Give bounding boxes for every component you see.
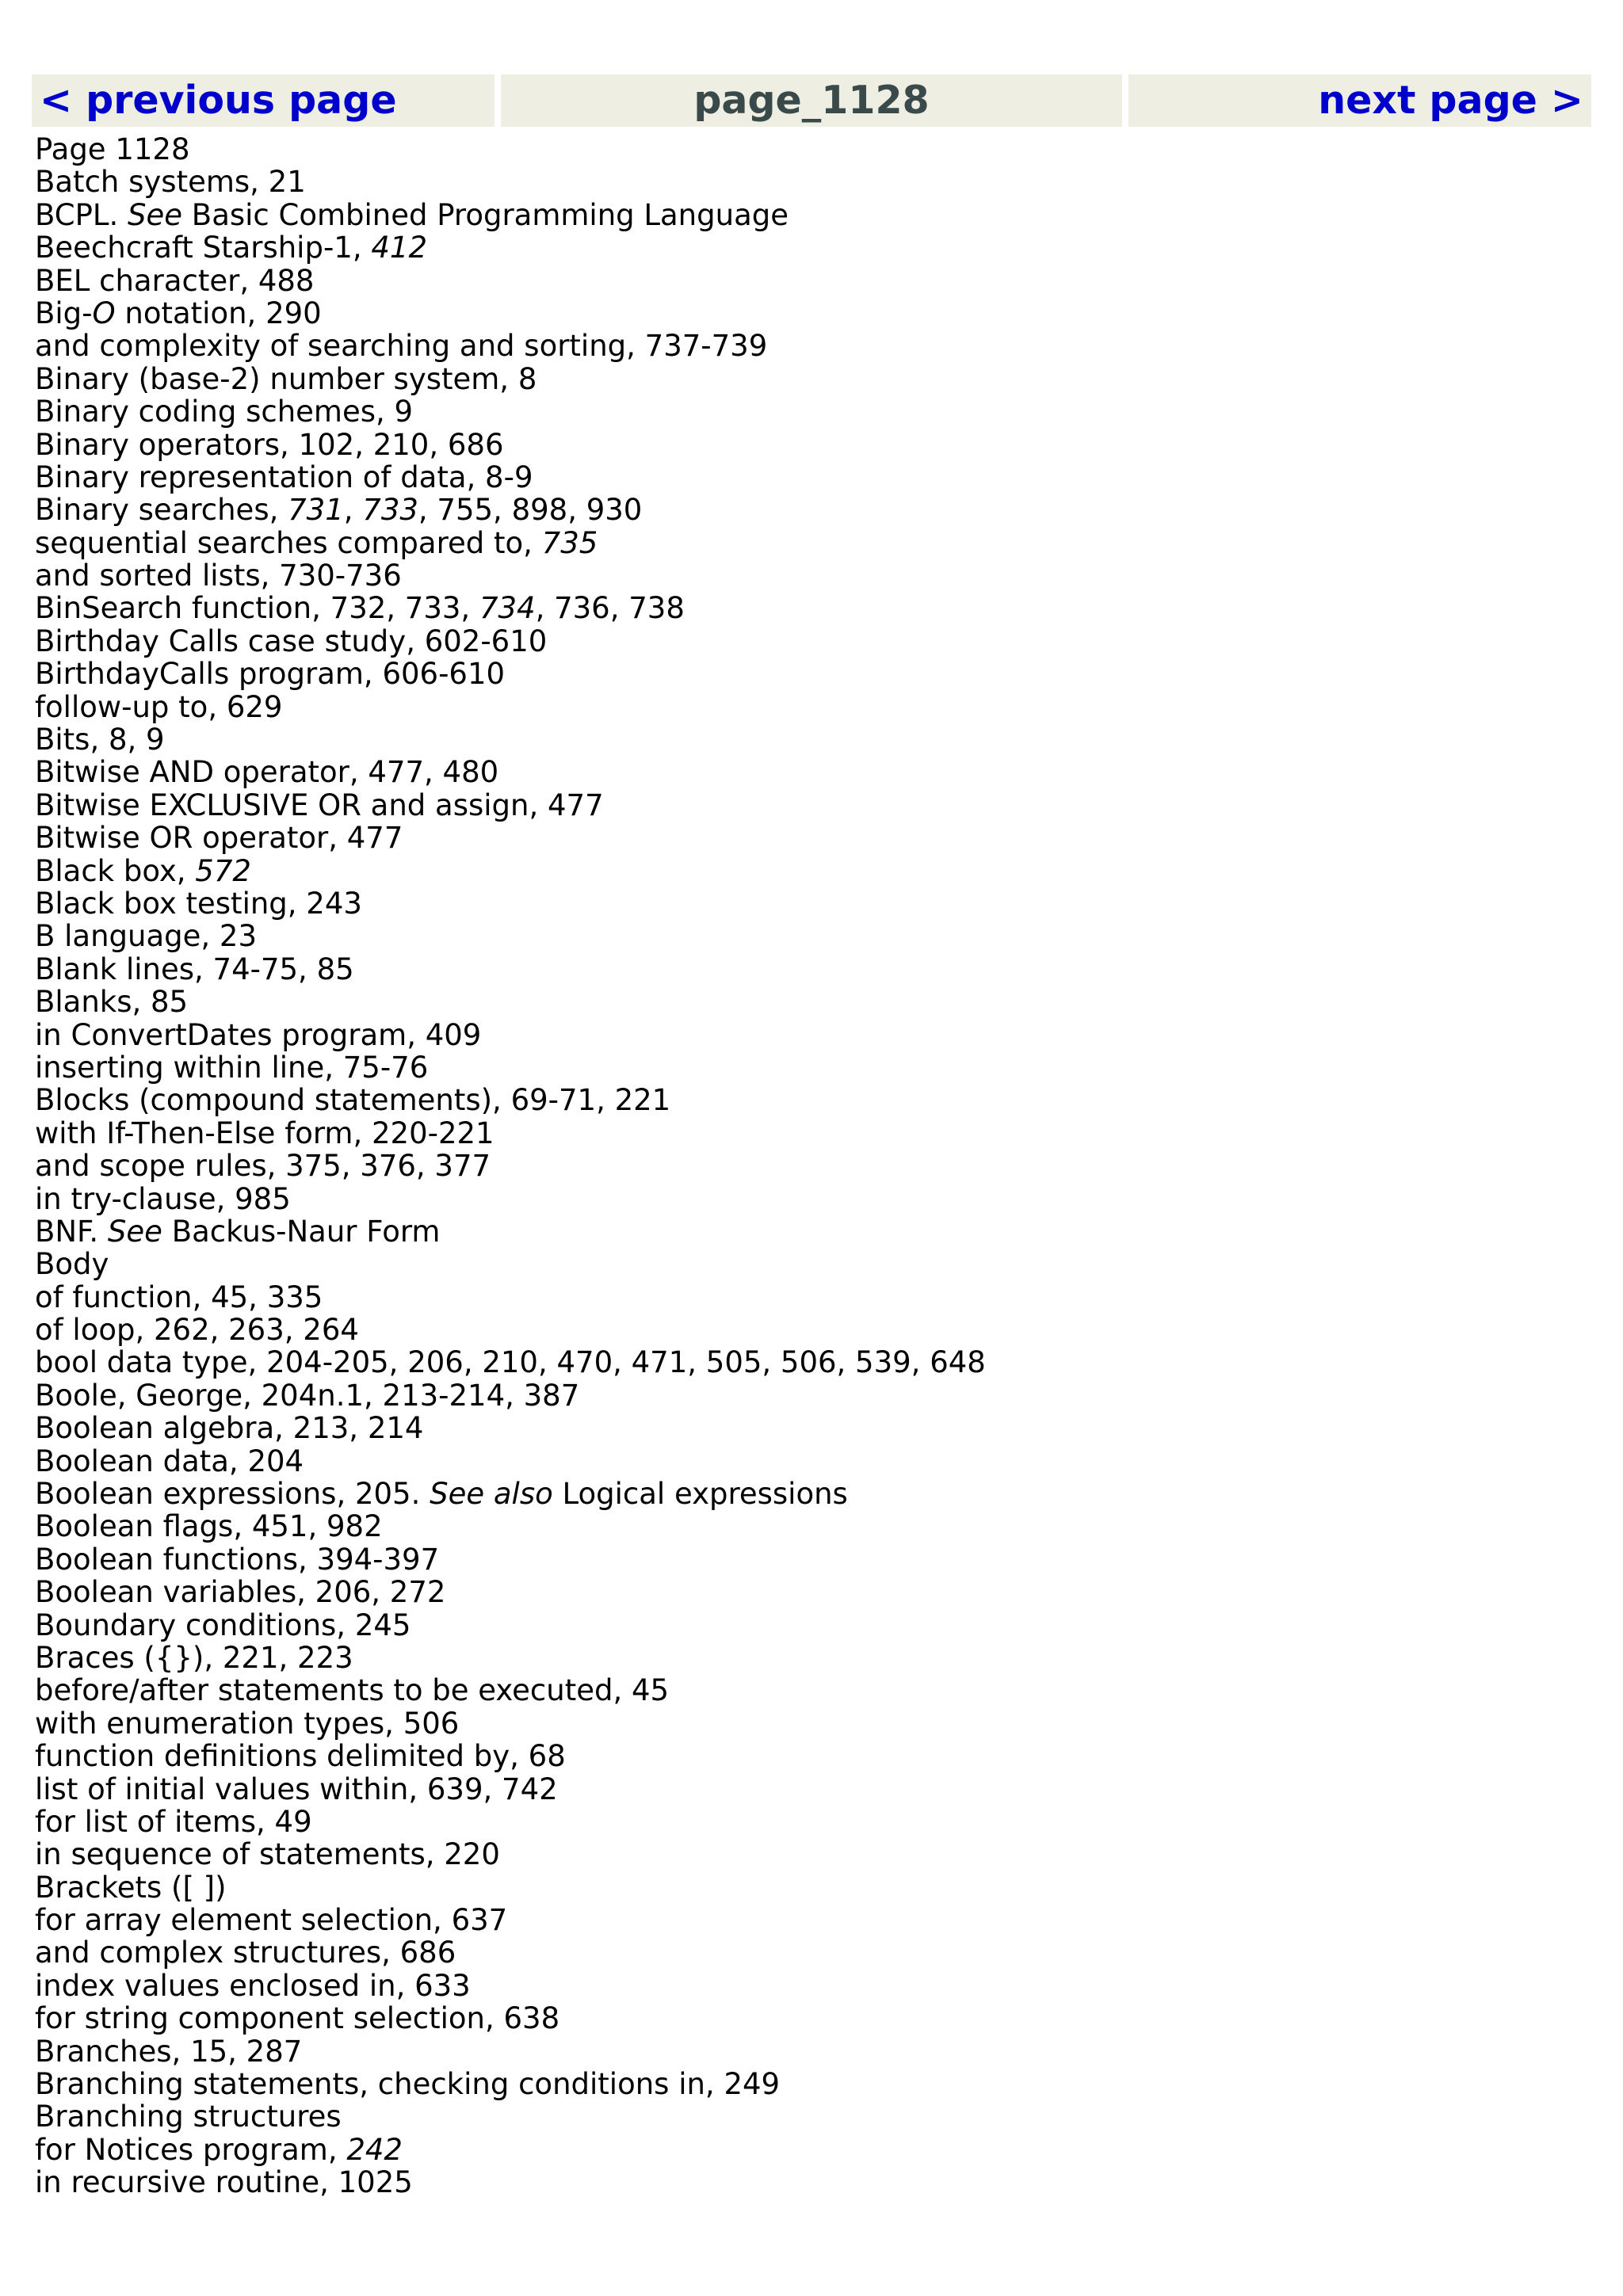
previous-page-link[interactable]: < previous page: [32, 74, 495, 127]
index-entry: [35, 2166, 1588, 2199]
index-entry: [35, 363, 1588, 395]
index-entry-text: BEL character, 488: [35, 263, 315, 298]
index-entry-emphasis: See also: [430, 1477, 553, 1512]
index-entry-text: BinSearch function, 732, 733,: [35, 591, 479, 626]
index-entry: [35, 1674, 1588, 1707]
index-entry: [35, 1642, 1588, 1674]
index-entry-emphasis: 572: [195, 853, 251, 888]
index-entry-text: Bits, 8, 9: [35, 723, 165, 757]
index-entry-text: Branching structures: [35, 2100, 342, 2134]
index-entry-text: Bitwise OR operator, 477: [35, 821, 403, 856]
index-entry: [35, 1281, 1588, 1314]
page-number-label: [35, 133, 1588, 166]
index-entry-text: and complex structures, 686: [35, 1936, 456, 1970]
index-entry-text: Bitwise AND operator, 477, 480: [35, 755, 499, 790]
index-entry-text: Boolean data, 204: [35, 1444, 304, 1478]
index-entry-text: Big-: [35, 296, 93, 330]
index-entry-text: bool data type, 204-205, 206, 210, 470, 471, 505, 506, 539, 648: [35, 1345, 986, 1380]
index-entry-emphasis: 731: [288, 493, 344, 528]
index-entry: [35, 1838, 1588, 1871]
index-entry-emphasis: See: [107, 1214, 162, 1249]
index-entry: [35, 1936, 1588, 1969]
index-entry-emphasis: 733: [362, 493, 418, 528]
index-entry: [35, 1314, 1588, 1346]
index-entry-text: Binary operators, 102, 210, 686: [35, 427, 504, 462]
index-entry-text: function definitions delimited by, 68: [35, 1739, 566, 1774]
index-entry: [35, 920, 1588, 952]
page-navigation-bar: [32, 74, 1591, 127]
index-entry: [35, 2100, 1588, 2133]
index-entry: [35, 1478, 1588, 1510]
index-entry-emphasis: See: [128, 197, 183, 232]
index-entry-text: Boolean functions, 394-397: [35, 1542, 440, 1577]
index-entry-text: Binary (base-2) number system, 8: [35, 361, 537, 396]
page-title: page_1128: [501, 74, 1122, 127]
index-entry-text: , 755, 898, 930: [418, 493, 643, 528]
index-entry: [35, 2134, 1588, 2166]
index-entries: [35, 133, 1588, 2199]
index-entry: [35, 625, 1588, 658]
index-entry: [35, 1806, 1588, 1838]
index-entry-text: index values enclosed in, 633: [35, 1968, 471, 2003]
index-entry-text: for array element selection, 637: [35, 1903, 508, 1938]
index-entry: [35, 1051, 1588, 1084]
index-entry: [35, 756, 1588, 788]
index-entry-text: for string component selection, 638: [35, 2001, 560, 2036]
index-entry-emphasis: 242: [346, 2132, 403, 2167]
index-entry-text: Backus-Naur Form: [162, 1214, 441, 1249]
index-entry: [35, 658, 1588, 690]
index-entry-text: BNF.: [35, 1214, 108, 1249]
index-entry: [35, 723, 1588, 756]
index-entry: [35, 330, 1588, 362]
index-entry-text: Binary coding schemes, 9: [35, 395, 414, 429]
index-entry-text: Binary representation of data, 8-9: [35, 460, 533, 494]
index-entry-text: B language, 23: [35, 919, 258, 954]
index-entry: [35, 297, 1588, 330]
index-entry-text: Bitwise EXCLUSIVE OR and assign, 477: [35, 788, 604, 822]
index-entry-text: Beechcraft Starship-1,: [35, 231, 372, 265]
index-entry-text: Black box,: [35, 853, 196, 888]
index-entry-text: Boolean algebra, 213, 214: [35, 1411, 424, 1446]
index-entry-text: for list of items, 49: [35, 1804, 312, 1839]
index-entry: [35, 231, 1588, 264]
index-entry: [35, 1576, 1588, 1608]
index-entry: [35, 1707, 1588, 1740]
index-entry-text: Body: [35, 1247, 109, 1282]
index-entry: [35, 2002, 1588, 2035]
index-entry: [35, 855, 1588, 887]
index-entry-text: in sequence of statements, 220: [35, 1837, 500, 1872]
index-entry-text: Boundary conditions, 245: [35, 1608, 411, 1642]
index-entry-text: in try-clause, 985: [35, 1181, 291, 1216]
index-entry: [35, 494, 1588, 526]
index-entry-text: Blocks (compound statements), 69-71, 221: [35, 1083, 671, 1118]
index-entry: [35, 1019, 1588, 1051]
index-entry: [35, 461, 1588, 494]
index-entry-text: Binary searches,: [35, 493, 288, 528]
index-entry: [35, 429, 1588, 461]
index-entry-text: BirthdayCalls program, 606-610: [35, 657, 506, 692]
index-entry: [35, 395, 1588, 428]
index-entry-emphasis: 734: [479, 591, 536, 626]
index-entry-emphasis: 412: [371, 231, 427, 265]
index-entry: [35, 1150, 1588, 1182]
index-entry-text: in ConvertDates program, 409: [35, 1017, 482, 1052]
next-page-link[interactable]: next page >: [1128, 74, 1591, 127]
index-entry-text: Black box testing, 243: [35, 886, 362, 921]
index-entry-text: follow-up to, 629: [35, 689, 283, 724]
index-entry: [35, 2035, 1588, 2068]
index-entry: [35, 199, 1588, 231]
index-entry: [35, 1183, 1588, 1215]
index-entry-text: in recursive routine, 1025: [35, 2165, 413, 2200]
index-entry: [35, 1773, 1588, 1806]
index-entry-text: of function, 45, 335: [35, 1280, 323, 1314]
index-entry: [35, 953, 1588, 986]
index-entry-text: Boolean flags, 451, 982: [35, 1509, 383, 1544]
index-entry: [35, 1740, 1588, 1772]
index-entry: [35, 1084, 1588, 1116]
index-entry-text: list of initial values within, 639, 742: [35, 1772, 558, 1806]
index-entry-text: Braces ({}), 221, 223: [35, 1640, 353, 1675]
index-entry-text: inserting within line, 75-76: [35, 1050, 429, 1085]
index-entry-text: Basic Combined Programming Language: [182, 197, 789, 232]
index-entry: [35, 1510, 1588, 1543]
index-entry: [35, 1412, 1588, 1444]
index-entry-text: Birthday Calls case study, 602-610: [35, 624, 548, 658]
index-entry-text: BCPL.: [35, 197, 128, 232]
index-entry-text: and sorted lists, 730-736: [35, 559, 402, 593]
index-entry-text: Boolean variables, 206, 272: [35, 1575, 446, 1610]
index-entry: [35, 527, 1588, 559]
index-entry-text: before/after statements to be executed, 45: [35, 1673, 670, 1708]
index-entry-text: Branching statements, checking conditions in, 249: [35, 2067, 781, 2102]
index-entry: [35, 1970, 1588, 2002]
index-entry: [35, 1543, 1588, 1576]
index-entry: [35, 1871, 1588, 1904]
index-entry-text: Blanks, 85: [35, 985, 189, 1020]
index-entry: [35, 1346, 1588, 1379]
index-entry-emphasis: 735: [541, 525, 598, 560]
index-entry-text: sequential searches compared to,: [35, 525, 542, 560]
index-entry: [35, 1215, 1588, 1248]
index-entry-text: Branches, 15, 287: [35, 2034, 303, 2069]
index-entry-text: with enumeration types, 506: [35, 1706, 460, 1741]
index-entry-text: for Notices program,: [35, 2132, 347, 2167]
index-entry: [35, 1248, 1588, 1280]
index-entry-text: with If-Then-Else form, 220-221: [35, 1116, 495, 1150]
index-entry-text: of loop, 262, 263, 264: [35, 1313, 359, 1348]
index-entry: [35, 1904, 1588, 1936]
index-entry-text: and scope rules, 375, 376, 377: [35, 1149, 491, 1184]
index-entry: [35, 592, 1588, 624]
index-entry-emphasis: O: [92, 296, 116, 330]
index-entry-text: Logical expressions: [552, 1477, 848, 1512]
index-entry-text: notation, 290: [115, 296, 322, 330]
index-entry: [35, 822, 1588, 854]
index-entry: [35, 986, 1588, 1018]
index-entry-text: ,: [343, 493, 363, 528]
index-entry-text: Brackets ([ ]): [35, 1870, 227, 1905]
index-entry: [35, 1117, 1588, 1150]
index-entry: [35, 265, 1588, 297]
index-entry-text: Boolean expressions, 205.: [35, 1477, 430, 1512]
index-entry-text: , 736, 738: [535, 591, 685, 626]
index-entry: [35, 691, 1588, 723]
index-entry: [35, 887, 1588, 920]
index-entry: [35, 1609, 1588, 1642]
index-entry-text: Batch systems, 21: [35, 165, 306, 200]
index-entry-text: Blank lines, 74-75, 85: [35, 952, 354, 986]
index-entry: [35, 166, 1588, 198]
index-entry-text: Boole, George, 204n.1, 213-214, 387: [35, 1378, 580, 1413]
index-entry: [35, 789, 1588, 822]
index-entry: [35, 2068, 1588, 2100]
index-entry: [35, 1379, 1588, 1412]
index-entry-text: and complexity of searching and sorting, 737-739: [35, 329, 768, 364]
index-entry-text: Page 1128: [35, 132, 190, 166]
index-entry: [35, 559, 1588, 592]
index-entry: [35, 1445, 1588, 1478]
